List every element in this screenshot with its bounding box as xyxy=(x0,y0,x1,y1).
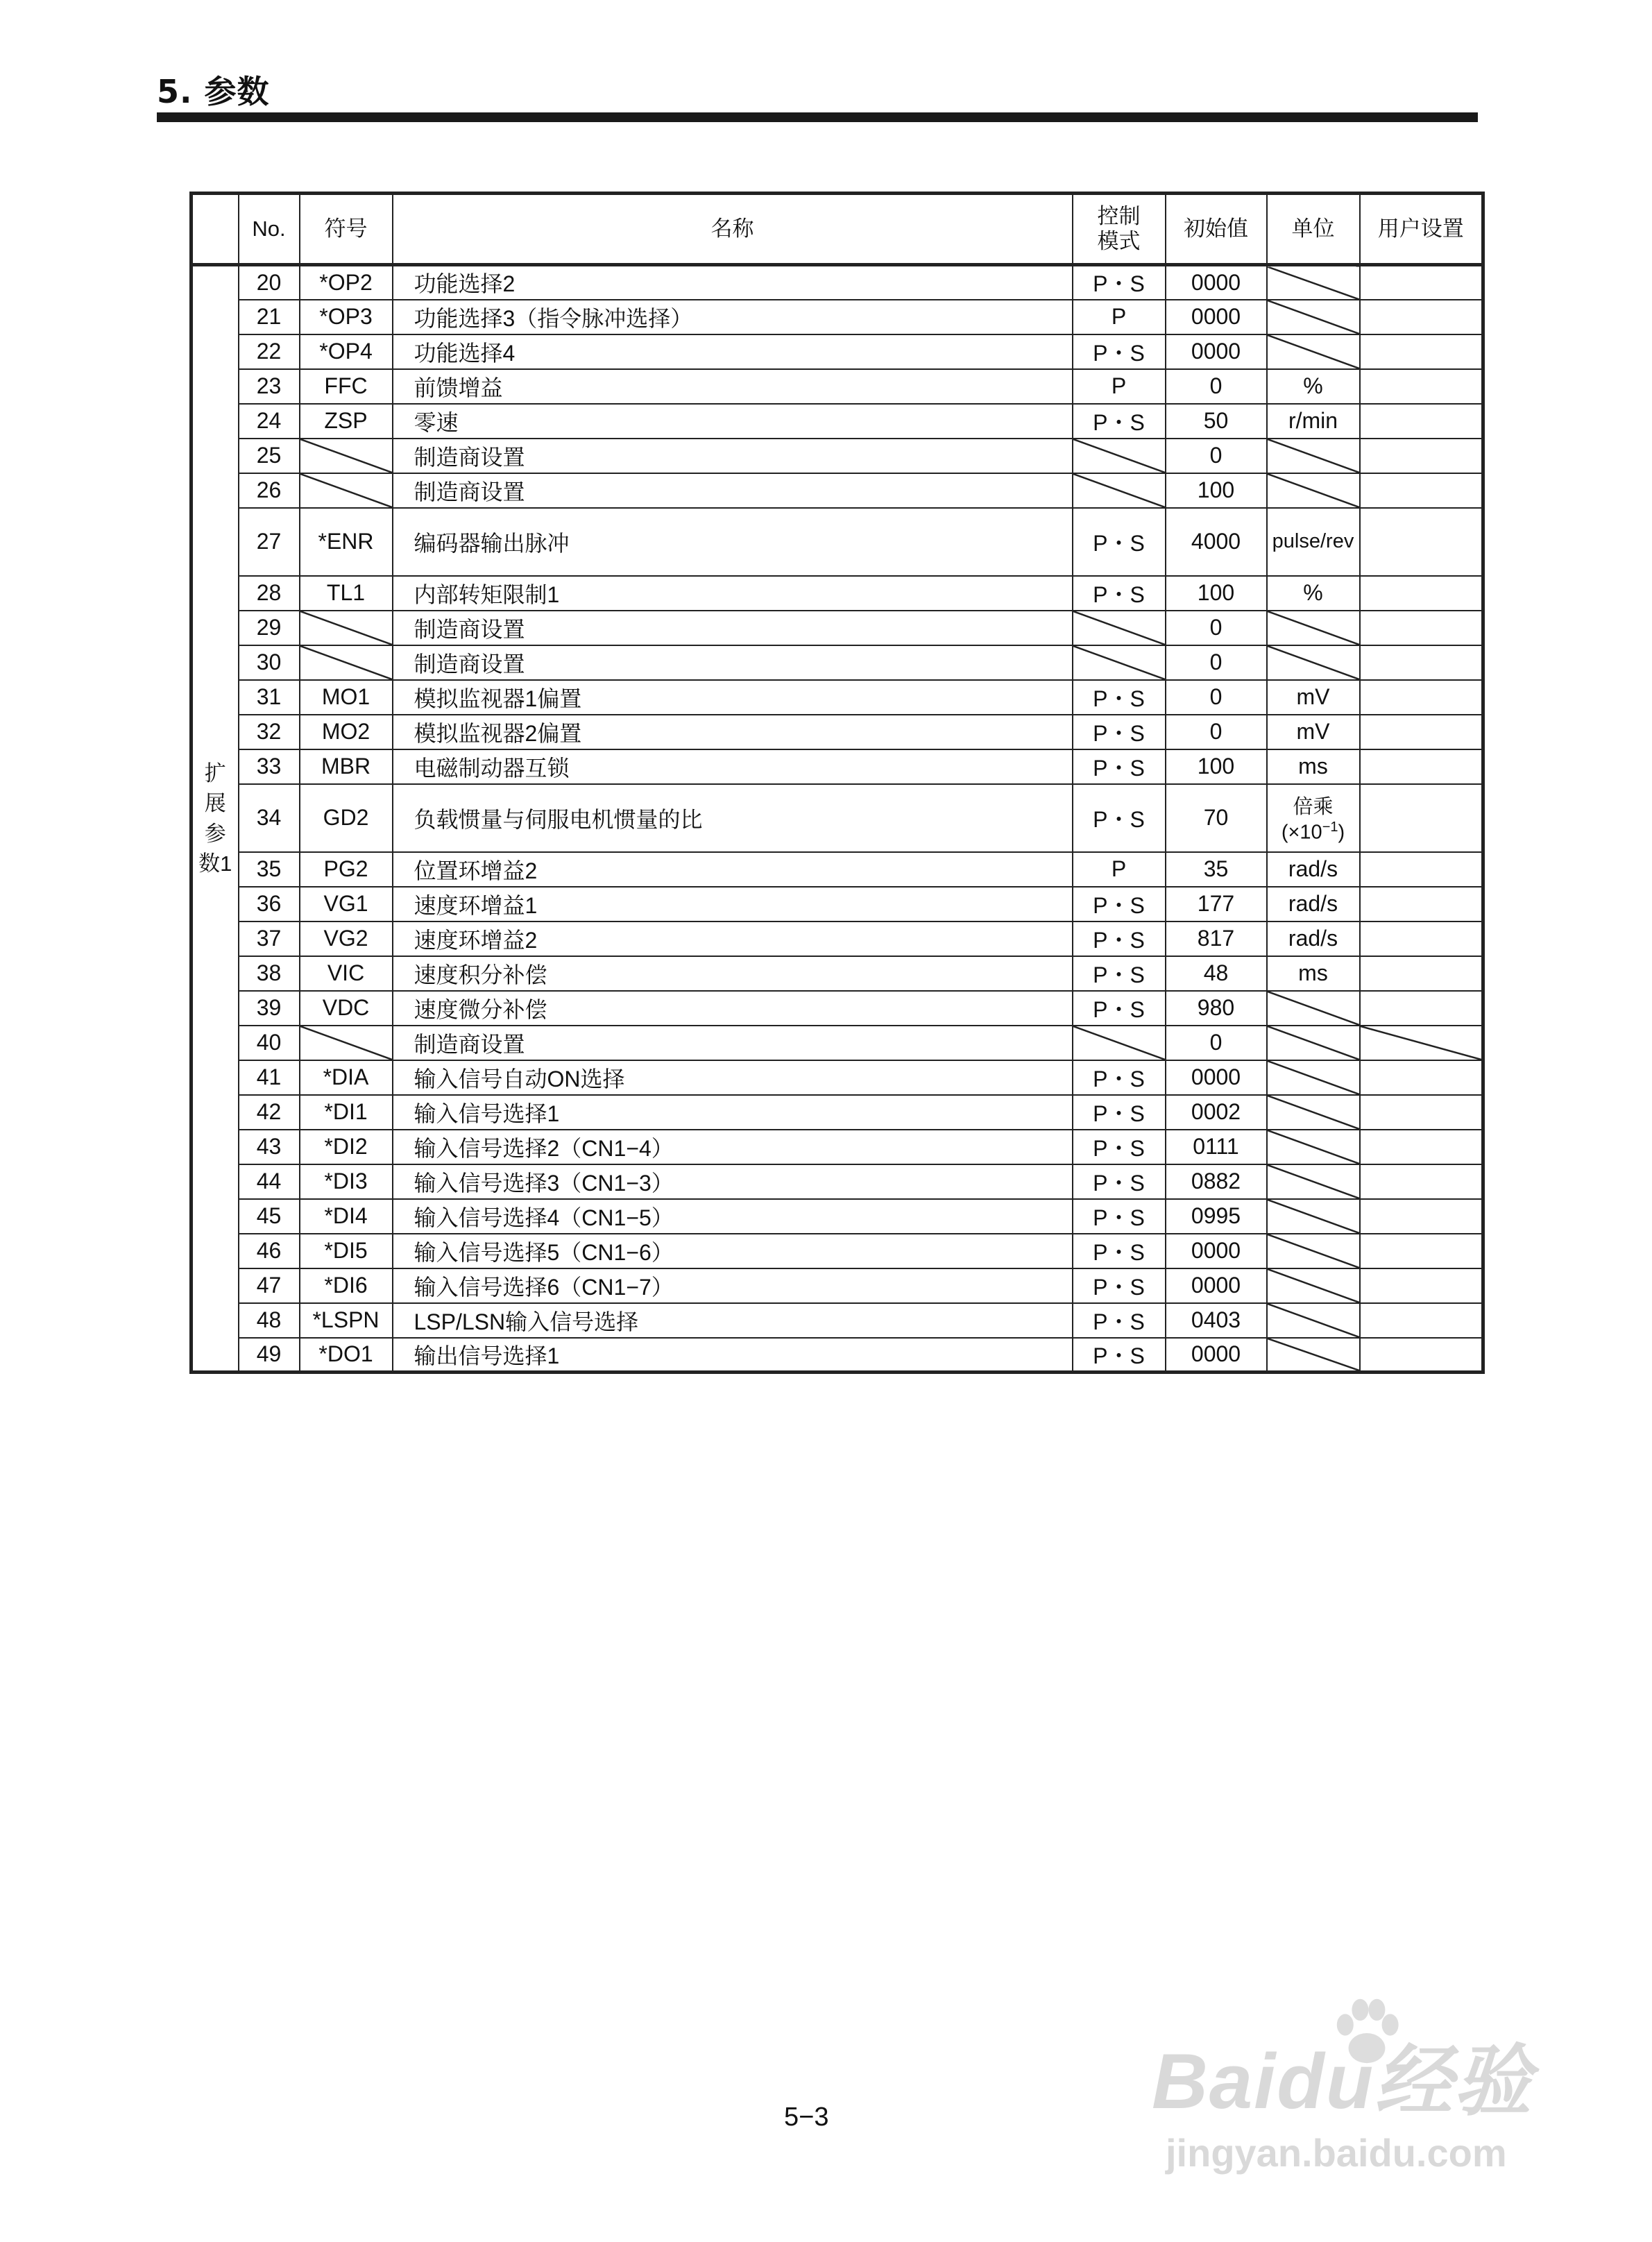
cell-mode-blank xyxy=(1073,1026,1166,1060)
table-row xyxy=(191,1303,1483,1338)
section-rule xyxy=(157,112,1478,122)
cell-initial: 0000 xyxy=(1166,265,1267,300)
cell-mode: P・S xyxy=(1073,334,1166,369)
table-row xyxy=(191,404,1483,439)
cell-mode: P・S xyxy=(1073,1199,1166,1234)
cell-mode: P・S xyxy=(1073,265,1166,300)
cell-user-setting xyxy=(1360,369,1483,404)
cell-user-setting xyxy=(1360,334,1483,369)
cell-symbol: *OP2 xyxy=(300,265,393,300)
cell-symbol: FFC xyxy=(300,369,393,404)
header-name: 名称 xyxy=(393,194,1073,265)
cell-symbol: VIC xyxy=(300,956,393,991)
cell-no: 26 xyxy=(239,473,300,508)
cell-user-setting xyxy=(1360,680,1483,715)
cell-unit-blank xyxy=(1267,300,1360,334)
cell-mode: P・S xyxy=(1073,1338,1166,1373)
cell-unit: pulse/rev xyxy=(1267,508,1360,576)
cell-mode: P・S xyxy=(1073,887,1166,922)
header-no: No. xyxy=(239,194,300,265)
cell-symbol: MO1 xyxy=(300,680,393,715)
cell-mode: P・S xyxy=(1073,1130,1166,1164)
cell-mode: P・S xyxy=(1073,922,1166,956)
cell-mode: P・S xyxy=(1073,1060,1166,1095)
cell-initial: 0403 xyxy=(1166,1303,1267,1338)
cell-no: 37 xyxy=(239,922,300,956)
table-row xyxy=(191,680,1483,715)
cell-initial: 0 xyxy=(1166,645,1267,680)
watermark-logo: Baidu经验 xyxy=(1152,2038,1533,2125)
cell-no: 33 xyxy=(239,749,300,784)
cell-mode: P・S xyxy=(1073,576,1166,611)
cell-unit: % xyxy=(1267,369,1360,404)
cell-initial: 70 xyxy=(1166,784,1267,852)
cell-symbol-blank xyxy=(300,439,393,473)
cell-unit-blank xyxy=(1267,334,1360,369)
cell-unit xyxy=(1267,784,1360,852)
cell-no: 41 xyxy=(239,1060,300,1095)
table-row xyxy=(191,1268,1483,1303)
cell-initial: 0995 xyxy=(1166,1199,1267,1234)
unit-line1: 倍乘 xyxy=(1293,796,1334,819)
cell-user-setting xyxy=(1360,784,1483,852)
cell-mode: P・S xyxy=(1073,1164,1166,1199)
cell-no: 34 xyxy=(239,784,300,852)
cell-user-setting xyxy=(1360,473,1483,508)
cell-no: 27 xyxy=(239,508,300,576)
cell-unit: mV xyxy=(1267,715,1360,749)
cell-symbol-blank xyxy=(300,611,393,645)
cell-name: 电磁制动器互锁 xyxy=(393,749,1073,784)
cell-symbol: *DI2 xyxy=(300,1130,393,1164)
cell-no: 31 xyxy=(239,680,300,715)
cell-initial: 0882 xyxy=(1166,1164,1267,1199)
cell-mode: P・S xyxy=(1073,991,1166,1026)
table-row xyxy=(191,576,1483,611)
cell-no: 20 xyxy=(239,265,300,300)
header-mode-label: 控制模式 xyxy=(1097,204,1141,253)
cell-mode: P・S xyxy=(1073,956,1166,991)
table-row xyxy=(191,1060,1483,1095)
watermark xyxy=(1152,1992,1547,2207)
cell-name: 速度环增益1 xyxy=(393,887,1073,922)
cell-user-setting xyxy=(1360,922,1483,956)
cell-user-setting xyxy=(1360,1303,1483,1338)
cell-no: 24 xyxy=(239,404,300,439)
cell-no: 36 xyxy=(239,887,300,922)
cell-no: 47 xyxy=(239,1268,300,1303)
cell-unit-blank xyxy=(1267,611,1360,645)
table-row xyxy=(191,334,1483,369)
unit-close: ) xyxy=(1338,821,1345,844)
cell-mode-blank xyxy=(1073,439,1166,473)
cell-no: 28 xyxy=(239,576,300,611)
cell-initial: 48 xyxy=(1166,956,1267,991)
cell-user-setting xyxy=(1360,645,1483,680)
table-header-row xyxy=(191,194,1483,265)
cell-mode-blank xyxy=(1073,645,1166,680)
table-row xyxy=(191,645,1483,680)
cell-unit-blank xyxy=(1267,1026,1360,1060)
cell-unit-blank xyxy=(1267,265,1360,300)
cell-no: 48 xyxy=(239,1303,300,1338)
cell-no: 46 xyxy=(239,1234,300,1268)
cell-mode-blank xyxy=(1073,473,1166,508)
cell-mode: P xyxy=(1073,369,1166,404)
cell-user-setting xyxy=(1360,300,1483,334)
unit-line2 xyxy=(1268,819,1359,844)
cell-user-setting xyxy=(1360,1164,1483,1199)
cell-initial: 0000 xyxy=(1166,1338,1267,1373)
cell-unit-blank xyxy=(1267,1234,1360,1268)
cell-unit-blank xyxy=(1267,1338,1360,1373)
cell-symbol-blank xyxy=(300,1026,393,1060)
table-row xyxy=(191,1095,1483,1130)
cell-symbol: *DO1 xyxy=(300,1338,393,1373)
cell-name: 输入信号自动ON选择 xyxy=(393,1060,1073,1095)
cell-name: 内部转矩限制1 xyxy=(393,576,1073,611)
cell-user-setting xyxy=(1360,749,1483,784)
cell-name: 输入信号选择4（CN1−5） xyxy=(393,1199,1073,1234)
cell-unit-blank xyxy=(1267,991,1360,1026)
cell-symbol-blank xyxy=(300,645,393,680)
cell-no: 44 xyxy=(239,1164,300,1199)
cell-no: 30 xyxy=(239,645,300,680)
cell-initial: 980 xyxy=(1166,991,1267,1026)
cell-name: 编码器输出脉冲 xyxy=(393,508,1073,576)
cell-unit: r/min xyxy=(1267,404,1360,439)
cell-user-setting xyxy=(1360,576,1483,611)
table-row xyxy=(191,956,1483,991)
cell-initial: 0000 xyxy=(1166,1234,1267,1268)
cell-name: 速度积分补偿 xyxy=(393,956,1073,991)
cell-unit-blank xyxy=(1267,1164,1360,1199)
table-row xyxy=(191,991,1483,1026)
cell-initial: 100 xyxy=(1166,749,1267,784)
table-row xyxy=(191,508,1483,576)
cell-name: 功能选择3（指令脉冲选择） xyxy=(393,300,1073,334)
cell-mode: P・S xyxy=(1073,749,1166,784)
cell-mode: P・S xyxy=(1073,1303,1166,1338)
cell-user-setting xyxy=(1360,1199,1483,1234)
table-row xyxy=(191,369,1483,404)
cell-name: 零速 xyxy=(393,404,1073,439)
table-row xyxy=(191,1199,1483,1234)
cell-initial: 0 xyxy=(1166,680,1267,715)
cell-name: 模拟监视器2偏置 xyxy=(393,715,1073,749)
cell-no: 38 xyxy=(239,956,300,991)
cell-initial: 177 xyxy=(1166,887,1267,922)
cell-user-setting xyxy=(1360,1268,1483,1303)
cell-user-setting xyxy=(1360,1130,1483,1164)
cell-no: 29 xyxy=(239,611,300,645)
cell-name: 负载惯量与伺服电机惯量的比 xyxy=(393,784,1073,852)
cell-mode-blank xyxy=(1073,611,1166,645)
cell-symbol: VG2 xyxy=(300,922,393,956)
cell-symbol: GD2 xyxy=(300,784,393,852)
cell-mode: P xyxy=(1073,852,1166,887)
cell-name: 模拟监视器1偏置 xyxy=(393,680,1073,715)
cell-symbol: *DI3 xyxy=(300,1164,393,1199)
cell-symbol: PG2 xyxy=(300,852,393,887)
cell-symbol-blank xyxy=(300,473,393,508)
parameter-table xyxy=(189,192,1485,1374)
cell-unit: rad/s xyxy=(1267,922,1360,956)
unit-multiplier: (×10 xyxy=(1281,821,1322,844)
cell-mode: P・S xyxy=(1073,715,1166,749)
cell-unit-blank xyxy=(1267,1095,1360,1130)
cell-unit: ms xyxy=(1267,956,1360,991)
group-label: 扩展参数1 xyxy=(191,265,239,1373)
cell-unit: rad/s xyxy=(1267,852,1360,887)
cell-mode: P・S xyxy=(1073,784,1166,852)
cell-symbol: *OP3 xyxy=(300,300,393,334)
cell-unit-blank xyxy=(1267,473,1360,508)
cell-initial: 0 xyxy=(1166,369,1267,404)
cell-symbol: MBR xyxy=(300,749,393,784)
cell-user-setting xyxy=(1360,611,1483,645)
cell-user-setting xyxy=(1360,1338,1483,1373)
cell-symbol: TL1 xyxy=(300,576,393,611)
cell-initial: 0 xyxy=(1166,611,1267,645)
cell-initial: 0111 xyxy=(1166,1130,1267,1164)
cell-initial: 35 xyxy=(1166,852,1267,887)
cell-mode: P・S xyxy=(1073,680,1166,715)
cell-symbol: VG1 xyxy=(300,887,393,922)
cell-no: 25 xyxy=(239,439,300,473)
cell-name: 输入信号选择1 xyxy=(393,1095,1073,1130)
cell-initial: 50 xyxy=(1166,404,1267,439)
table-row xyxy=(191,265,1483,300)
header-user-setting: 用户设置 xyxy=(1360,194,1483,265)
cell-symbol: *OP4 xyxy=(300,334,393,369)
table-row xyxy=(191,1338,1483,1373)
cell-user-setting xyxy=(1360,1060,1483,1095)
cell-user-setting xyxy=(1360,715,1483,749)
header-unit: 单位 xyxy=(1267,194,1360,265)
section-title: 5. 参数 xyxy=(157,73,270,110)
table-row xyxy=(191,784,1483,852)
cell-user-setting xyxy=(1360,991,1483,1026)
cell-name: 前馈增益 xyxy=(393,369,1073,404)
cell-symbol: *DI1 xyxy=(300,1095,393,1130)
cell-symbol: VDC xyxy=(300,991,393,1026)
cell-no: 42 xyxy=(239,1095,300,1130)
cell-initial: 100 xyxy=(1166,576,1267,611)
table-row xyxy=(191,300,1483,334)
cell-unit: rad/s xyxy=(1267,887,1360,922)
cell-initial: 100 xyxy=(1166,473,1267,508)
cell-mode: P xyxy=(1073,300,1166,334)
cell-name: 速度微分补偿 xyxy=(393,991,1073,1026)
table-row xyxy=(191,715,1483,749)
table-row xyxy=(191,611,1483,645)
cell-name: 输入信号选择3（CN1−3） xyxy=(393,1164,1073,1199)
table-row xyxy=(191,473,1483,508)
cell-initial: 0000 xyxy=(1166,1268,1267,1303)
header-symbol: 符号 xyxy=(300,194,393,265)
cell-name: 输入信号选择6（CN1−7） xyxy=(393,1268,1073,1303)
table-row xyxy=(191,1234,1483,1268)
cell-user-setting xyxy=(1360,265,1483,300)
header-mode xyxy=(1073,194,1166,265)
cell-initial: 0000 xyxy=(1166,1060,1267,1095)
cell-name: 制造商设置 xyxy=(393,645,1073,680)
cell-mode: P・S xyxy=(1073,1268,1166,1303)
cell-no: 45 xyxy=(239,1199,300,1234)
cell-user-setting xyxy=(1360,887,1483,922)
cell-no: 23 xyxy=(239,369,300,404)
cell-symbol: *ENR xyxy=(300,508,393,576)
cell-initial: 0000 xyxy=(1166,300,1267,334)
cell-unit-blank xyxy=(1267,1303,1360,1338)
cell-symbol: *LSPN xyxy=(300,1303,393,1338)
cell-symbol: *DI5 xyxy=(300,1234,393,1268)
cell-mode: P・S xyxy=(1073,1234,1166,1268)
cell-user-setting xyxy=(1360,956,1483,991)
cell-unit-blank xyxy=(1267,1130,1360,1164)
cell-unit-blank xyxy=(1267,1199,1360,1234)
cell-symbol: ZSP xyxy=(300,404,393,439)
cell-initial: 817 xyxy=(1166,922,1267,956)
table-row xyxy=(191,1164,1483,1199)
cell-no: 21 xyxy=(239,300,300,334)
cell-no: 35 xyxy=(239,852,300,887)
cell-no: 22 xyxy=(239,334,300,369)
cell-symbol: *DI4 xyxy=(300,1199,393,1234)
cell-initial: 0 xyxy=(1166,1026,1267,1060)
cell-no: 43 xyxy=(239,1130,300,1164)
cell-initial: 0000 xyxy=(1166,334,1267,369)
cell-unit-blank xyxy=(1267,645,1360,680)
page-number: 5−3 xyxy=(784,2103,829,2132)
table-row xyxy=(191,749,1483,784)
cell-initial: 0002 xyxy=(1166,1095,1267,1130)
table-row xyxy=(191,852,1483,887)
table-row xyxy=(191,887,1483,922)
cell-user-setting xyxy=(1360,852,1483,887)
cell-name: 输入信号选择5（CN1−6） xyxy=(393,1234,1073,1268)
cell-mode: P・S xyxy=(1073,508,1166,576)
cell-unit: % xyxy=(1267,576,1360,611)
cell-unit: mV xyxy=(1267,680,1360,715)
cell-symbol: *DIA xyxy=(300,1060,393,1095)
header-initial: 初始值 xyxy=(1166,194,1267,265)
table-row xyxy=(191,439,1483,473)
cell-symbol: *DI6 xyxy=(300,1268,393,1303)
cell-initial: 4000 xyxy=(1166,508,1267,576)
cell-name: LSP/LSN输入信号选择 xyxy=(393,1303,1073,1338)
cell-initial: 0 xyxy=(1166,715,1267,749)
cell-unit: ms xyxy=(1267,749,1360,784)
cell-initial: 0 xyxy=(1166,439,1267,473)
cell-unit-blank xyxy=(1267,1060,1360,1095)
cell-user-setting xyxy=(1360,508,1483,576)
table-row xyxy=(191,1130,1483,1164)
cell-name: 制造商设置 xyxy=(393,1026,1073,1060)
cell-name: 输入信号选择2（CN1−4） xyxy=(393,1130,1073,1164)
cell-no: 32 xyxy=(239,715,300,749)
table-row xyxy=(191,922,1483,956)
cell-name: 制造商设置 xyxy=(393,473,1073,508)
cell-name: 功能选择2 xyxy=(393,265,1073,300)
cell-user-setting xyxy=(1360,1095,1483,1130)
cell-symbol: MO2 xyxy=(300,715,393,749)
cell-name: 速度环增益2 xyxy=(393,922,1073,956)
cell-name: 制造商设置 xyxy=(393,611,1073,645)
cell-name: 位置环增益2 xyxy=(393,852,1073,887)
cell-no: 49 xyxy=(239,1338,300,1373)
table-row xyxy=(191,1026,1483,1060)
cell-user-setting xyxy=(1360,1234,1483,1268)
cell-name: 输出信号选择1 xyxy=(393,1338,1073,1373)
cell-unit-blank xyxy=(1267,1268,1360,1303)
cell-name: 制造商设置 xyxy=(393,439,1073,473)
cell-no: 39 xyxy=(239,991,300,1026)
cell-no: 40 xyxy=(239,1026,300,1060)
unit-exponent: −1 xyxy=(1322,819,1338,835)
header-group xyxy=(191,194,239,265)
cell-user-setting xyxy=(1360,404,1483,439)
watermark-url: jingyan.baidu.com xyxy=(1166,2131,1507,2175)
cell-unit-blank xyxy=(1267,439,1360,473)
cell-name: 功能选择4 xyxy=(393,334,1073,369)
cell-mode: P・S xyxy=(1073,1095,1166,1130)
cell-mode: P・S xyxy=(1073,404,1166,439)
cell-user-setting xyxy=(1360,439,1483,473)
cell-user-setting-blank xyxy=(1360,1026,1483,1060)
